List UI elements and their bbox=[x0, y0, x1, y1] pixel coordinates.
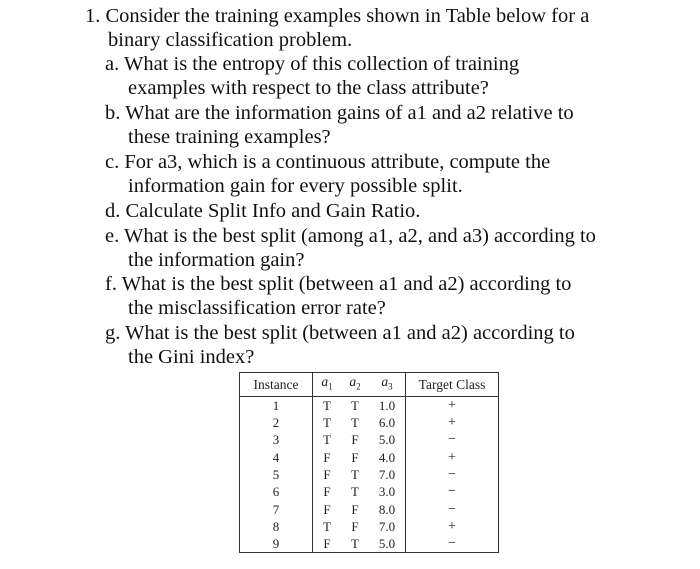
cell-instance: 9 bbox=[240, 535, 313, 553]
cell-instance: 5 bbox=[240, 466, 313, 483]
training-examples-table-wrapper bbox=[239, 372, 499, 553]
header-a2-base: a bbox=[349, 374, 357, 389]
header-a3-sub: 3 bbox=[388, 381, 393, 392]
table-row bbox=[240, 483, 499, 500]
cell-a1: F bbox=[323, 536, 331, 552]
header-a2-sub: 2 bbox=[356, 381, 361, 392]
header-target-class: Target Class bbox=[406, 373, 499, 397]
cell-target: − bbox=[406, 535, 499, 553]
cell-instance: 2 bbox=[240, 414, 313, 431]
cell-a2: F bbox=[351, 432, 359, 448]
cell-a1: T bbox=[323, 432, 331, 448]
cell-instance: 4 bbox=[240, 449, 313, 466]
table-row bbox=[240, 449, 499, 466]
cell-target: + bbox=[406, 414, 499, 431]
subquestion-c-line-1: c. For a3, which is a continuous attribute, compute the bbox=[105, 151, 551, 173]
header-a1-sub: 1 bbox=[328, 381, 333, 392]
cell-instance: 7 bbox=[240, 500, 313, 517]
header-a1-base: a bbox=[321, 374, 329, 389]
cell-a3: 4.0 bbox=[378, 449, 396, 465]
cell-a2: T bbox=[351, 397, 359, 413]
cell-a3: 8.0 bbox=[378, 501, 396, 517]
cell-a2: T bbox=[351, 415, 359, 431]
cell-a1: T bbox=[323, 518, 331, 534]
subquestion-b-line-2: these training examples? bbox=[128, 126, 331, 148]
subquestion-f-line-2: the misclassification error rate? bbox=[128, 297, 386, 319]
cell-a3: 7.0 bbox=[378, 467, 396, 483]
cell-a2: F bbox=[351, 449, 359, 465]
header-a1 bbox=[313, 373, 342, 397]
cell-a3: 5.0 bbox=[378, 432, 396, 448]
cell-a1: F bbox=[323, 484, 331, 500]
cell-target: + bbox=[406, 396, 499, 414]
cell-a2: T bbox=[351, 536, 359, 552]
question-line-2: binary classification problem. bbox=[108, 29, 353, 51]
subquestion-c-line-2: information gain for every possible split. bbox=[128, 175, 463, 197]
cell-instance: 1 bbox=[240, 396, 313, 414]
cell-a1: F bbox=[323, 501, 331, 517]
cell-target: − bbox=[406, 483, 499, 500]
cell-instance: 6 bbox=[240, 483, 313, 500]
subquestion-e-line-1: e. What is the best split (among a1, a2, and a3) according to bbox=[105, 225, 596, 247]
subquestion-d-line-1: d. Calculate Split Info and Gain Ratio. bbox=[105, 200, 421, 222]
table-row bbox=[240, 414, 499, 431]
table-row bbox=[240, 535, 499, 553]
subquestion-f-line-1: f. What is the best split (between a1 and a2) according to bbox=[105, 273, 572, 295]
header-a3-base: a bbox=[381, 374, 389, 389]
header-a2 bbox=[341, 373, 369, 397]
table-row bbox=[240, 500, 499, 517]
cell-a2: T bbox=[351, 484, 359, 500]
question-line-1: 1. Consider the training examples shown in Table below for a bbox=[85, 5, 590, 27]
cell-a1: T bbox=[323, 415, 331, 431]
table-row bbox=[240, 396, 499, 414]
cell-a1: F bbox=[323, 467, 331, 483]
cell-a1: T bbox=[323, 397, 331, 413]
subquestion-a-line-1: a. What is the entropy of this collection of training bbox=[105, 53, 520, 75]
subquestion-g-line-2: the Gini index? bbox=[128, 346, 255, 368]
table-row bbox=[240, 431, 499, 448]
cell-target: − bbox=[406, 466, 499, 483]
cell-target: + bbox=[406, 449, 499, 466]
cell-a3: 1.0 bbox=[378, 397, 396, 413]
cell-a3: 6.0 bbox=[378, 415, 396, 431]
table-header-row bbox=[240, 373, 499, 397]
cell-instance: 3 bbox=[240, 431, 313, 448]
subquestion-b-line-1: b. What are the information gains of a1 and a2 relative to bbox=[105, 102, 574, 124]
cell-a2: F bbox=[351, 501, 359, 517]
training-examples-table bbox=[239, 372, 499, 553]
cell-a2: F bbox=[351, 518, 359, 534]
header-instance: Instance bbox=[240, 373, 313, 397]
table-row bbox=[240, 466, 499, 483]
table-row bbox=[240, 518, 499, 535]
cell-a3: 7.0 bbox=[378, 518, 396, 534]
cell-target: − bbox=[406, 500, 499, 517]
subquestion-a-line-2: examples with respect to the class attribute? bbox=[128, 77, 489, 99]
cell-a1: F bbox=[323, 449, 331, 465]
header-a3 bbox=[369, 373, 406, 397]
subquestion-e-line-2: the information gain? bbox=[128, 249, 305, 271]
cell-a3: 5.0 bbox=[378, 536, 396, 552]
cell-target: − bbox=[406, 431, 499, 448]
cell-instance: 8 bbox=[240, 518, 313, 535]
cell-target: + bbox=[406, 518, 499, 535]
cell-a2: T bbox=[351, 467, 359, 483]
cell-a3: 3.0 bbox=[378, 484, 396, 500]
subquestion-g-line-1: g. What is the best split (between a1 and a2) according to bbox=[105, 322, 575, 344]
